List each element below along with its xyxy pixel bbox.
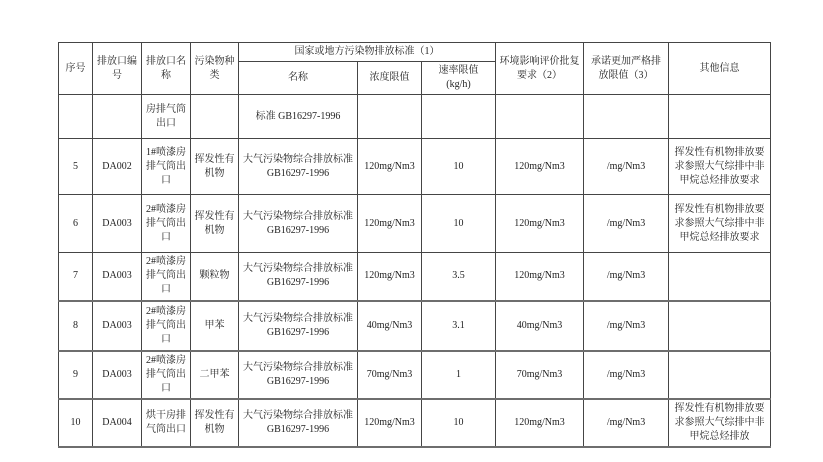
header-rate-limit-label: 速率限值 [438, 65, 479, 76]
cell-rate-limit: 3.1 [422, 301, 496, 351]
cell-standard-name: 大气污染物综合排放标准 GB16297-1996 [239, 139, 358, 195]
cell-outlet-id: DA004 [93, 399, 142, 447]
cell-eia-requirement: 120mg/Nm3 [496, 139, 584, 195]
table-row [59, 351, 771, 399]
cell-other-info [669, 95, 771, 139]
cell-serial-no: 7 [59, 253, 93, 301]
cell-concentration-limit: 120mg/Nm3 [358, 399, 422, 447]
header-rate-limit [422, 62, 496, 95]
cell-serial-no: 10 [59, 399, 93, 447]
cell-outlet-id: DA003 [93, 351, 142, 399]
cell-outlet-name: 2#喷漆房排气筒出口 [142, 301, 191, 351]
table-row [59, 139, 771, 195]
cell-pollutant-type: 挥发性有机物 [191, 195, 239, 253]
cell-rate-limit: 10 [422, 139, 496, 195]
header-rate-limit-unit: (kg/h) [446, 79, 471, 90]
cell-other-info: 挥发性有机物排放要求参照大气综排中非甲烷总烃排放要求 [669, 195, 771, 253]
cell-serial-no [59, 95, 93, 139]
cell-other-info: 挥发性有机物排放要求参照大气综排中非甲烷总烃排放 [669, 399, 771, 447]
cell-rate-limit: 10 [422, 399, 496, 447]
cell-eia-requirement: 120mg/Nm3 [496, 399, 584, 447]
cell-rate-limit: 1 [422, 351, 496, 399]
cell-standard-name: 大气污染物综合排放标准 GB16297-1996 [239, 351, 358, 399]
cell-standard-name: 大气污染物综合排放标准 GB16297-1996 [239, 399, 358, 447]
cell-committed-limit [584, 95, 669, 139]
table-row [59, 399, 771, 447]
cell-serial-no: 6 [59, 195, 93, 253]
cell-outlet-id [93, 95, 142, 139]
cell-outlet-name: 2#喷漆房排气筒出口 [142, 253, 191, 301]
cell-other-info [669, 301, 771, 351]
header-serial-no: 序号 [59, 43, 93, 95]
cell-outlet-id: DA002 [93, 139, 142, 195]
cell-eia-requirement: 70mg/Nm3 [496, 351, 584, 399]
cell-concentration-limit: 40mg/Nm3 [358, 301, 422, 351]
cell-rate-limit [422, 95, 496, 139]
cell-outlet-id: DA003 [93, 195, 142, 253]
table-row [59, 195, 771, 253]
cell-other-info [669, 351, 771, 399]
cell-outlet-name: 烘干房排气筒出口 [142, 399, 191, 447]
table-header [59, 43, 771, 95]
cell-eia-requirement: 120mg/Nm3 [496, 253, 584, 301]
header-standard-name: 名称 [239, 62, 358, 95]
emission-standards-table [58, 42, 771, 448]
cell-serial-no: 8 [59, 301, 93, 351]
cell-pollutant-type: 挥发性有机物 [191, 139, 239, 195]
cell-other-info: 挥发性有机物排放要求参照大气综排中非甲烷总烃排放要求 [669, 139, 771, 195]
cell-committed-limit: /mg/Nm3 [584, 351, 669, 399]
cell-pollutant-type: 甲苯 [191, 301, 239, 351]
cell-concentration-limit: 70mg/Nm3 [358, 351, 422, 399]
cell-standard-name: 大气污染物综合排放标准 GB16297-1996 [239, 195, 358, 253]
cell-committed-limit: /mg/Nm3 [584, 195, 669, 253]
cell-standard-name: 大气污染物综合排放标准 GB16297-1996 [239, 253, 358, 301]
cell-eia-requirement [496, 95, 584, 139]
cell-eia-requirement: 40mg/Nm3 [496, 301, 584, 351]
cell-outlet-name: 房排气筒出口 [142, 95, 191, 139]
table-row [59, 253, 771, 301]
header-other-info: 其他信息 [669, 43, 771, 95]
cell-committed-limit: /mg/Nm3 [584, 139, 669, 195]
cell-outlet-id: DA003 [93, 301, 142, 351]
cell-pollutant-type [191, 95, 239, 139]
cell-concentration-limit: 120mg/Nm3 [358, 139, 422, 195]
header-pollutant-type: 污染物种类 [191, 43, 239, 95]
table-row [59, 95, 771, 139]
header-outlet-name: 排放口名称 [142, 43, 191, 95]
cell-pollutant-type: 二甲苯 [191, 351, 239, 399]
cell-outlet-id: DA003 [93, 253, 142, 301]
cell-rate-limit: 10 [422, 195, 496, 253]
cell-outlet-name: 1#喷漆房排气筒出口 [142, 139, 191, 195]
cell-serial-no: 5 [59, 139, 93, 195]
table-row [59, 301, 771, 351]
cell-standard-name: 大气污染物综合排放标准 GB16297-1996 [239, 301, 358, 351]
cell-concentration-limit: 120mg/Nm3 [358, 253, 422, 301]
header-eia-requirement: 环境影响评价批复要求（2） [496, 43, 584, 95]
cell-outlet-name: 2#喷漆房排气筒出口 [142, 195, 191, 253]
cell-concentration-limit [358, 95, 422, 139]
cell-committed-limit: /mg/Nm3 [584, 399, 669, 447]
cell-serial-no: 9 [59, 351, 93, 399]
header-row-1 [59, 43, 771, 62]
cell-eia-requirement: 120mg/Nm3 [496, 195, 584, 253]
cell-standard-name: 标准 GB16297-1996 [239, 95, 358, 139]
header-committed-limit: 承诺更加严格排放限值（3） [584, 43, 669, 95]
cell-pollutant-type: 挥发性有机物 [191, 399, 239, 447]
cell-committed-limit: /mg/Nm3 [584, 253, 669, 301]
header-standard-group: 国家或地方污染物排放标准（1） [239, 43, 496, 62]
cell-outlet-name: 2#喷漆房排气筒出口 [142, 351, 191, 399]
cell-other-info [669, 253, 771, 301]
cell-rate-limit: 3.5 [422, 253, 496, 301]
header-outlet-id: 排放口编号 [93, 43, 142, 95]
cell-pollutant-type: 颗粒物 [191, 253, 239, 301]
table-body [59, 95, 771, 447]
cell-concentration-limit: 120mg/Nm3 [358, 195, 422, 253]
header-concentration-limit: 浓度限值 [358, 62, 422, 95]
cell-committed-limit: /mg/Nm3 [584, 301, 669, 351]
